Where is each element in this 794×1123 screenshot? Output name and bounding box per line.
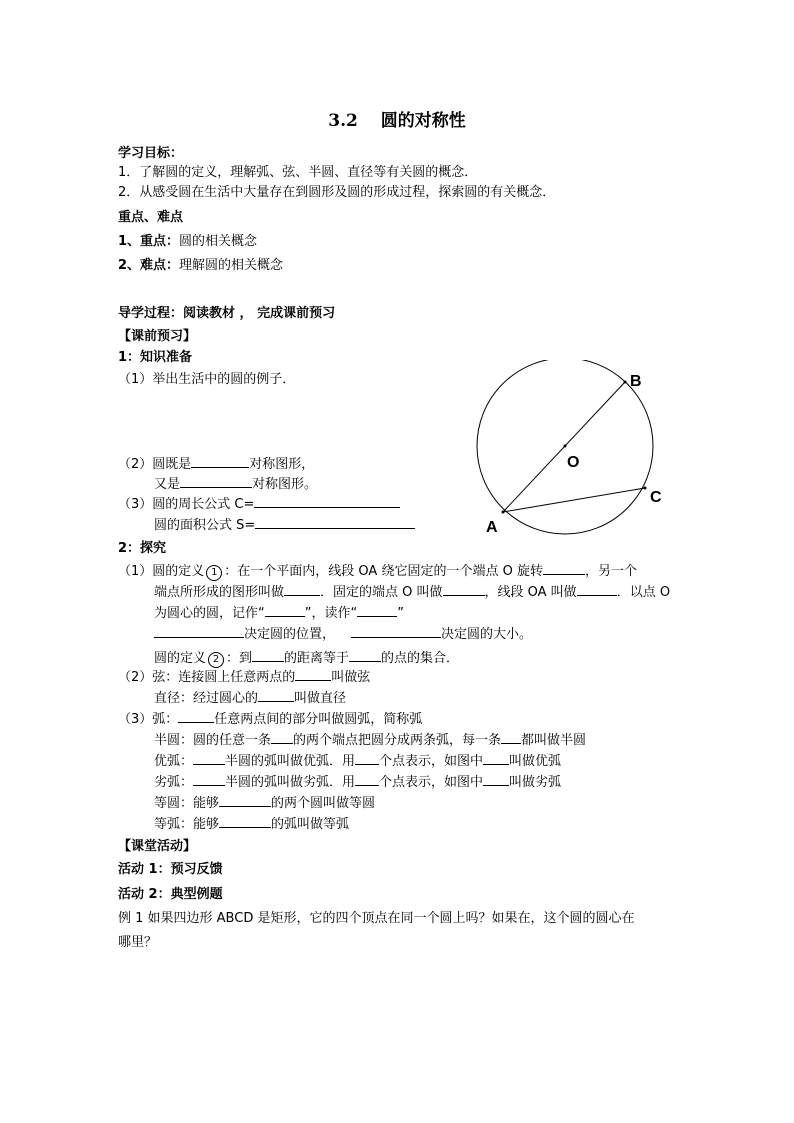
minor-a: 劣弧： [154,775,194,790]
blank[interactable] [271,730,293,744]
question-3b [154,515,415,535]
equal-circle-line [154,793,375,813]
label-c: C [650,489,662,506]
blank[interactable] [219,793,271,807]
minor-c: 个点表示，如图中 [379,775,484,790]
arc-b: 任意两点间的部分叫做圆弧，简称弧 [214,712,423,727]
blank[interactable] [577,582,617,596]
process-text: 阅读教材 ， 完成课前预习 [183,306,336,321]
minor-b: 半圆的弧叫做劣弧．用 [225,775,356,790]
arc-a: （3）弧： [118,712,179,727]
d2a: 圆的定义 [154,651,207,666]
diameter-line [154,688,346,708]
d1l4b: 决定圆的大小。 [441,627,533,642]
eqc-b: 的两个圆叫做等圆 [271,796,376,811]
label-a: A [486,519,498,536]
classroom-activity-heading: 【课堂活动】 [118,839,197,854]
objective-2: 2．从感受圆在生活中大量存在到圆形及圆的形成过程，探索圆的有关概念． [118,185,556,200]
blank[interactable] [351,624,441,638]
blank[interactable] [252,648,284,662]
blank[interactable] [295,667,331,681]
point-b [624,381,627,384]
objectives-heading: 学习目标： [118,146,184,161]
blank[interactable] [254,494,400,508]
d1l2a: 端点所形成的图形叫做 [154,585,285,600]
definition-2 [154,648,459,668]
knowledge-prep-heading: 1：知识准备 [118,350,193,365]
d2c: 的距离等于 [284,651,350,666]
activity-2: 活动 2：典型例题 [118,887,223,902]
blank[interactable] [349,648,381,662]
blank[interactable] [258,688,294,702]
blank[interactable] [255,515,415,529]
q2a-end: 对称图形， [249,457,315,472]
blank[interactable] [191,454,249,468]
diam-b: 叫做直径 [294,691,347,706]
blank[interactable] [501,730,521,744]
process-line [118,305,335,323]
definition-1-line4 [154,624,532,644]
explore-heading: 2：探究 [118,541,167,556]
chord-b: 叫做弦 [331,670,371,685]
blank[interactable] [154,624,244,638]
example-1-line1: 例 1 如果四边形 ABCD 是矩形，它的四个顶点在同一个圆上吗？如果在，这个圆的圆心在 [118,911,635,926]
diam-a: 直径：经过圆心的 [154,691,259,706]
blank[interactable] [193,751,225,765]
semi-a: 半圆：圆的任意一条 [154,733,272,748]
blank[interactable] [543,561,585,575]
key-text: 圆的相关概念 [179,234,258,249]
circled-number: 2 [208,652,224,668]
question-2b [154,474,317,494]
chord-line [118,667,370,687]
definition-1-line1 [118,561,637,581]
d1l2b: ．固定的端点 O 叫做 [320,585,443,600]
difficult-point-line [118,257,283,275]
d1l3b: ”，读作“ [304,606,358,621]
blank[interactable] [355,772,379,786]
circle-figure [470,360,670,540]
question-2a [118,454,314,474]
major-arc-line [154,751,561,771]
blank[interactable] [180,474,252,488]
minor-d: 叫做劣弧 [509,775,562,790]
blank[interactable] [178,709,214,723]
q3a-text: （3）圆的周长公式 C= [118,497,255,512]
blank[interactable] [483,772,509,786]
major-c: 个点表示，如图中 [379,754,484,769]
major-b: 半圆的弧叫做优弧．用 [225,754,356,769]
circled-number: 1 [206,565,222,581]
chord-a: （2）弦：连接圆上任意两点的 [118,670,296,685]
major-d: 叫做优弧 [509,754,562,769]
difficult-label: 2、难点： [118,258,180,273]
d2d: 的点的集合． [381,651,460,666]
objective-1: 1．了解圆的定义，理解弧、弦、半圆、直径等有关圆的概念． [118,165,478,180]
minor-arc-line [154,772,561,792]
q3b-text: 圆的面积公式 S= [154,518,256,533]
blank[interactable] [483,751,509,765]
center-point [564,445,567,448]
semi-c: 都叫做半圆 [521,733,587,748]
activity-1: 活动 1：预习反馈 [118,862,223,877]
point-a [502,511,505,514]
point-c [644,487,647,490]
eqa-b: 的弧叫做等弧 [271,817,350,832]
q2a-text: （2）圆既是 [118,457,192,472]
eqc-a: 等圆：能够 [154,796,220,811]
d1l3a: 为圆心的圆，记作“ [154,606,265,621]
definition-1-line3 [154,603,404,623]
key-point-line [118,233,257,251]
page-title: 3.2 圆的对称性 [328,111,466,131]
preview-heading: 【课前预习】 [118,329,197,344]
eqa-a: 等弧：能够 [154,817,220,832]
question-3a [118,494,400,514]
d1l3c: ” [397,606,404,621]
semi-b: 的两个端点把圆分成两条弧，每一条 [293,733,502,748]
blank[interactable] [193,772,225,786]
chord-ac [503,488,645,512]
question-1: （1）举出生活中的圆的例子． [118,372,296,387]
q2b-end: 对称图形。 [252,477,318,492]
blank[interactable] [357,603,397,617]
blank[interactable] [284,582,320,596]
blank[interactable] [219,814,271,828]
blank[interactable] [355,751,379,765]
major-a: 优弧： [154,754,194,769]
equal-arc-line [154,814,349,834]
key-points-heading: 重点、难点 [118,210,184,225]
q2b-text: 又是 [154,477,181,492]
process-label: 导学过程： [118,306,184,321]
blank[interactable] [265,603,305,617]
d1a: （1）圆的定义 [118,564,205,579]
difficult-text: 理解圆的相关概念 [179,258,284,273]
arc-line [118,709,422,729]
blank[interactable] [443,582,485,596]
example-1-line2: 哪里？ [118,935,158,950]
key-label: 1、重点： [118,234,180,249]
label-b: B [630,373,642,390]
definition-1-line2 [154,582,670,602]
d2b: ：到 [226,651,253,666]
d1c: ，另一个 [584,564,637,579]
label-o: O [567,454,580,471]
d1l4a: 决定圆的位置， [244,627,336,642]
d1l2d: ．以点 O [616,585,671,600]
d1b: ：在一个平面内，线段 OA 绕它固定的一个端点 O 旋转 [224,564,543,579]
d1l2c: ，线段 OA 叫做 [484,585,577,600]
semicircle-line [154,730,586,750]
